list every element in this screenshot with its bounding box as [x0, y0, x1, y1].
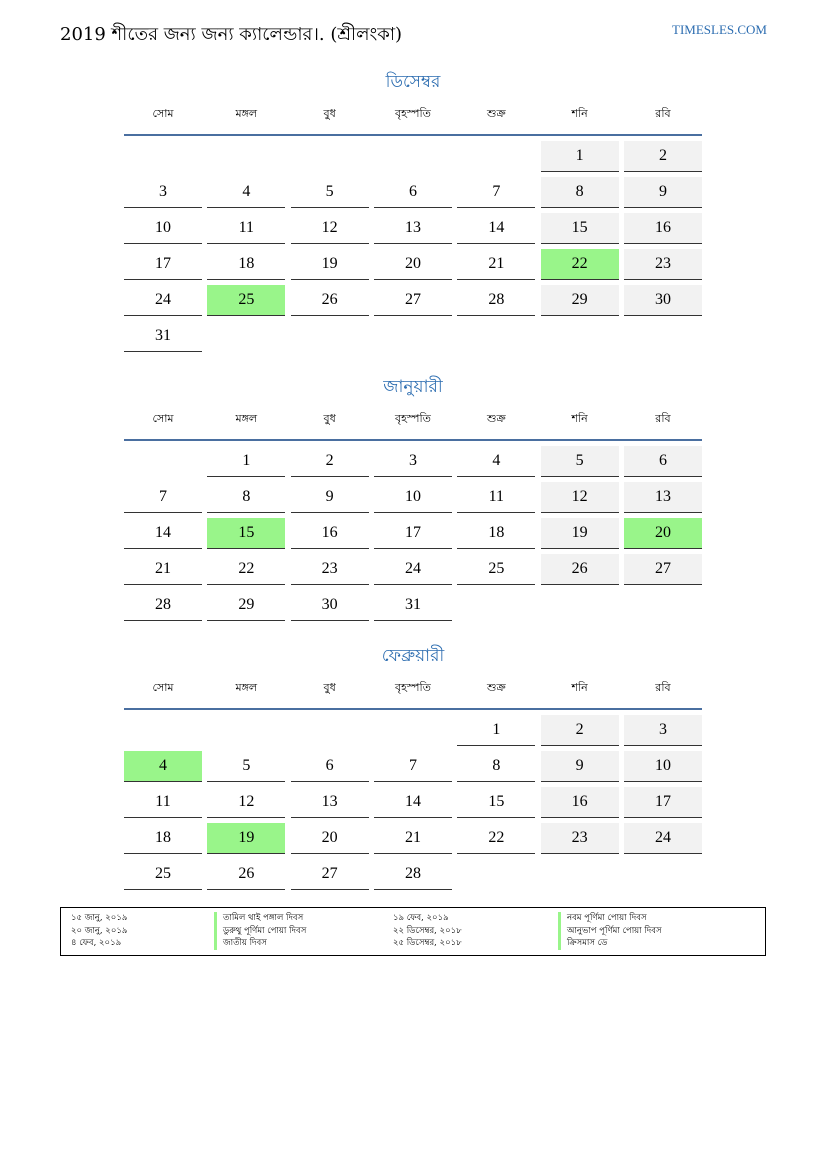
weekday-label: শুক্র [486, 107, 506, 120]
weekend-day-cell: 3 [624, 715, 702, 746]
month-calendar [124, 644, 702, 895]
month-calendar [124, 70, 702, 357]
day-cell: 19 [291, 249, 369, 280]
day-cell: 15 [457, 787, 535, 818]
week-row [124, 177, 702, 208]
day-cell: 16 [291, 518, 369, 549]
day-cell: 20 [374, 249, 452, 280]
day-cell: 4 [457, 446, 535, 477]
day-cell: 28 [457, 285, 535, 316]
weekend-day-cell: 16 [541, 787, 619, 818]
day-cell: 21 [457, 249, 535, 280]
weekday-divider [124, 439, 702, 441]
legend-date: ১৯ ফেব, ২০১৯ [393, 913, 449, 923]
empty-day-cell [374, 141, 452, 171]
day-cell: 31 [374, 590, 452, 621]
weekday-label: শনি [571, 107, 588, 120]
week-row [124, 787, 702, 818]
legend-holiday-name: নবম পূর্ণিমা পোয়া দিবস [558, 912, 662, 925]
day-cell: 17 [124, 249, 202, 280]
empty-day-cell [207, 141, 285, 171]
week-row [124, 285, 702, 316]
day-cell: 24 [374, 554, 452, 585]
day-cell: 11 [457, 482, 535, 513]
empty-day-cell [124, 141, 202, 171]
legend-holiday-name: ক্রিসমাস ডে [558, 937, 662, 950]
legend-date: ২৫ ডিসেম্বর, ২০১৮ [393, 938, 462, 948]
day-cell: 7 [374, 751, 452, 782]
weekend-day-cell: 9 [541, 751, 619, 782]
day-cell: 21 [124, 554, 202, 585]
empty-day-cell [624, 590, 702, 620]
weekend-day-cell: 27 [624, 554, 702, 585]
weekday-label: মঙ্গল [235, 681, 258, 694]
day-cell: 23 [291, 554, 369, 585]
weekday-label: বুধ [323, 681, 336, 694]
day-cell: 7 [457, 177, 535, 208]
weekend-day-cell: 19 [541, 518, 619, 549]
day-cell: 10 [124, 213, 202, 244]
weekday-label: শুক্র [486, 681, 506, 694]
day-cell: 13 [374, 213, 452, 244]
legend-holiday-name: জাতীয় দিবস [214, 937, 306, 950]
day-cell: 4 [207, 177, 285, 208]
holiday-day-cell: 22 [541, 249, 619, 280]
weekend-day-cell: 5 [541, 446, 619, 477]
week-row [124, 823, 702, 854]
empty-day-cell [457, 321, 535, 351]
weekday-header-row [124, 409, 702, 429]
weekday-label: বুধ [323, 107, 336, 120]
day-cell: 6 [374, 177, 452, 208]
day-cell: 2 [291, 446, 369, 477]
weekday-label: শনি [571, 412, 588, 425]
empty-day-cell [457, 141, 535, 171]
weekend-day-cell: 10 [624, 751, 702, 782]
holiday-day-cell: 15 [207, 518, 285, 549]
holiday-day-cell: 25 [207, 285, 285, 316]
week-row [124, 715, 702, 746]
weekday-header-row [124, 678, 702, 698]
day-cell: 3 [124, 177, 202, 208]
day-cell: 29 [207, 590, 285, 621]
weekend-day-cell: 26 [541, 554, 619, 585]
weekend-day-cell: 23 [624, 249, 702, 280]
site-link[interactable]: TIMESLES.COM [672, 22, 767, 37]
empty-day-cell [541, 590, 619, 620]
week-row [124, 590, 702, 621]
weekend-day-cell: 1 [541, 141, 619, 172]
week-row [124, 859, 702, 890]
day-cell: 24 [124, 285, 202, 316]
weekend-day-cell: 30 [624, 285, 702, 316]
legend-names-right [558, 912, 662, 950]
day-cell: 7 [124, 482, 202, 513]
legend-holiday-name: তামিল থাই পঙ্গাল দিবস [214, 912, 306, 925]
day-cell: 27 [374, 285, 452, 316]
day-cell: 14 [374, 787, 452, 818]
empty-day-cell [207, 321, 285, 351]
day-cell: 12 [291, 213, 369, 244]
day-cell: 5 [291, 177, 369, 208]
week-row [124, 321, 702, 352]
weekend-day-cell: 12 [541, 482, 619, 513]
weekend-day-cell: 24 [624, 823, 702, 854]
day-cell: 14 [124, 518, 202, 549]
day-cell: 22 [457, 823, 535, 854]
empty-day-cell [291, 141, 369, 171]
day-cell: 8 [457, 751, 535, 782]
weekday-divider [124, 708, 702, 710]
weekday-label: শনি [571, 681, 588, 694]
weekday-label: বৃহস্পতি [395, 681, 431, 694]
weekday-label: বৃহস্পতি [395, 107, 431, 120]
weekday-label: রবি [655, 681, 671, 694]
page-header [60, 18, 767, 48]
weekend-day-cell: 29 [541, 285, 619, 316]
day-cell: 17 [374, 518, 452, 549]
month-title: ডিসেম্বর [385, 72, 441, 92]
day-cell: 20 [291, 823, 369, 854]
week-row [124, 141, 702, 172]
legend-date: ১৫ জানু, ২০১৯ [71, 913, 128, 923]
legend-dates-right [393, 912, 462, 950]
weekday-label: সোম [152, 412, 174, 425]
weekday-label: বুধ [323, 412, 336, 425]
empty-day-cell [374, 715, 452, 745]
legend-dates-left [71, 912, 127, 950]
day-cell: 25 [124, 859, 202, 890]
day-cell: 18 [124, 823, 202, 854]
day-cell: 28 [124, 590, 202, 621]
legend-names-left [214, 912, 306, 950]
weeks-grid [124, 715, 702, 890]
weekend-day-cell: 2 [624, 141, 702, 172]
weekday-label: শুক্র [486, 412, 506, 425]
day-cell: 30 [291, 590, 369, 621]
week-row [124, 249, 702, 280]
day-cell: 8 [207, 482, 285, 513]
empty-day-cell [124, 715, 202, 745]
day-cell: 1 [457, 715, 535, 746]
month-calendar [124, 375, 702, 626]
empty-day-cell [457, 590, 535, 620]
day-cell: 28 [374, 859, 452, 890]
week-row [124, 213, 702, 244]
holiday-day-cell: 4 [124, 751, 202, 782]
month-title: ফেব্রুয়ারী [381, 646, 445, 666]
week-row [124, 518, 702, 549]
day-cell: 18 [207, 249, 285, 280]
day-cell: 14 [457, 213, 535, 244]
weekend-day-cell: 16 [624, 213, 702, 244]
weekend-day-cell: 9 [624, 177, 702, 208]
empty-day-cell [124, 446, 202, 476]
empty-day-cell [207, 715, 285, 745]
day-cell: 11 [207, 213, 285, 244]
weekend-day-cell: 15 [541, 213, 619, 244]
empty-day-cell [624, 859, 702, 889]
empty-day-cell [624, 321, 702, 351]
month-title: জানুয়ারী [383, 377, 443, 397]
day-cell: 6 [291, 751, 369, 782]
weekday-label: মঙ্গল [235, 412, 258, 425]
day-cell: 26 [291, 285, 369, 316]
day-cell: 5 [207, 751, 285, 782]
day-cell: 27 [291, 859, 369, 890]
day-cell: 31 [124, 321, 202, 352]
legend-date: ৪ ফেব, ২০১৯ [71, 938, 122, 948]
day-cell: 3 [374, 446, 452, 477]
weekend-day-cell: 8 [541, 177, 619, 208]
weekday-header-row [124, 104, 702, 124]
day-cell: 25 [457, 554, 535, 585]
legend-holiday-name: ডুরুথু পূর্ণিমা পোয়া দিবস [214, 925, 306, 938]
page-title: 2019 শীতের জন্য জন্য ক্যালেন্ডার।. (শ্রীলংকা) [60, 24, 403, 45]
empty-day-cell [374, 321, 452, 351]
empty-day-cell [291, 321, 369, 351]
empty-day-cell [541, 859, 619, 889]
day-cell: 13 [291, 787, 369, 818]
weekday-label: সোম [152, 107, 174, 120]
weekend-day-cell: 13 [624, 482, 702, 513]
holiday-day-cell: 20 [624, 518, 702, 549]
day-cell: 21 [374, 823, 452, 854]
day-cell: 26 [207, 859, 285, 890]
legend-holiday-name: আনুভাপ পূর্ণিমা পোয়া দিবস [558, 925, 662, 938]
legend-date: ২০ জানু, ২০১৯ [71, 925, 128, 936]
weekend-day-cell: 17 [624, 787, 702, 818]
day-cell: 10 [374, 482, 452, 513]
weekday-divider [124, 134, 702, 136]
week-row [124, 482, 702, 513]
weekday-label: বৃহস্পতি [395, 412, 431, 425]
weekday-label: রবি [655, 107, 671, 120]
week-row [124, 554, 702, 585]
day-cell: 18 [457, 518, 535, 549]
week-row [124, 446, 702, 477]
day-cell: 11 [124, 787, 202, 818]
weeks-grid [124, 141, 702, 352]
weekend-day-cell: 23 [541, 823, 619, 854]
empty-day-cell [291, 715, 369, 745]
day-cell: 9 [291, 482, 369, 513]
holiday-legend [60, 907, 766, 956]
empty-day-cell [541, 321, 619, 351]
day-cell: 1 [207, 446, 285, 477]
day-cell: 22 [207, 554, 285, 585]
empty-day-cell [457, 859, 535, 889]
weekday-label: মঙ্গল [235, 107, 258, 120]
holiday-day-cell: 19 [207, 823, 285, 854]
weekday-label: সোম [152, 681, 174, 694]
weeks-grid [124, 446, 702, 621]
weekend-day-cell: 6 [624, 446, 702, 477]
legend-date: ২২ ডিসেম্বর, ২০১৮ [393, 925, 462, 936]
weekend-day-cell: 2 [541, 715, 619, 746]
weekday-label: রবি [655, 412, 671, 425]
day-cell: 12 [207, 787, 285, 818]
week-row [124, 751, 702, 782]
